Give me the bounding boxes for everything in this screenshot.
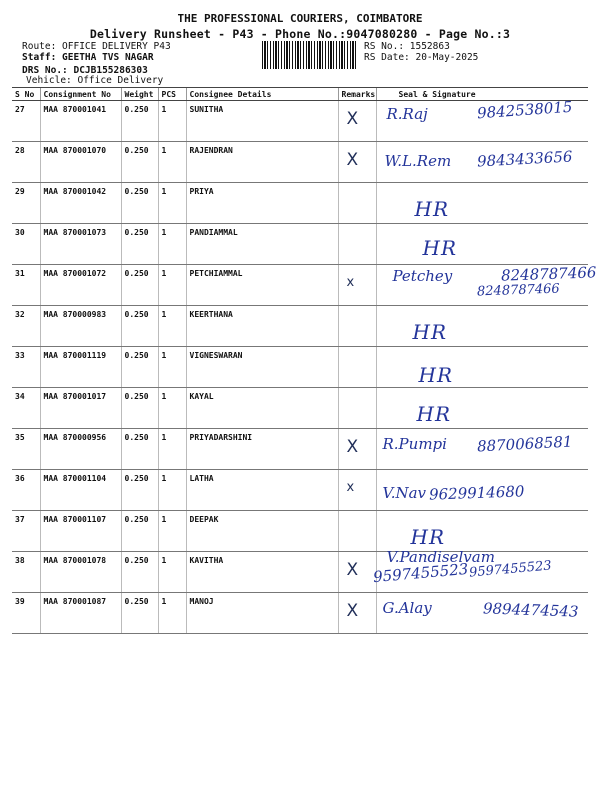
- sno-cell: 33: [12, 347, 40, 388]
- pcs-cell: 1: [158, 470, 186, 511]
- signature-name: V.Nav: [382, 484, 427, 502]
- remarks-cell: [338, 101, 376, 142]
- consignee-cell: MANOJ: [186, 593, 338, 634]
- signature-cell: [376, 224, 588, 265]
- pcs-cell: 1: [158, 511, 186, 552]
- signature-cell: [376, 142, 588, 183]
- sno-cell: 34: [12, 388, 40, 429]
- sno-cell: 28: [12, 142, 40, 183]
- signature-phone: 8248787466: [500, 263, 597, 285]
- rs-number: RS No.: 1552863: [364, 41, 450, 52]
- remarks-cell: [338, 265, 376, 306]
- consignee-cell: LATHA: [186, 470, 338, 511]
- consignee-cell: PANDIAMMAL: [186, 224, 338, 265]
- consignment-cell: MAA 870001072: [40, 265, 121, 306]
- sno-cell: 31: [12, 265, 40, 306]
- signature-name: HR: [412, 320, 447, 344]
- remarks-mark: X: [346, 560, 359, 580]
- weight-cell: 0.250: [121, 265, 158, 306]
- pcs-cell: 1: [158, 224, 186, 265]
- remarks-mark: X: [346, 150, 359, 170]
- consignee-cell: PETCHIAMMAL: [186, 265, 338, 306]
- table-row: [12, 511, 588, 552]
- weight-cell: 0.250: [121, 388, 158, 429]
- table-row: [12, 470, 588, 511]
- weight-cell: 0.250: [121, 224, 158, 265]
- table-row: [12, 224, 588, 265]
- remarks-mark: x: [346, 480, 355, 495]
- consignee-cell: PRIYA: [186, 183, 338, 224]
- signature-name: V.Pandiselvam: [386, 548, 495, 566]
- sno-cell: 29: [12, 183, 40, 224]
- weight-cell: 0.250: [121, 470, 158, 511]
- table-row: [12, 347, 588, 388]
- table-row: [12, 429, 588, 470]
- table-row: [12, 183, 588, 224]
- weight-cell: 0.250: [121, 183, 158, 224]
- signature-cell: [371, 548, 588, 593]
- route-label: Route: OFFICE DELIVERY P43: [22, 41, 171, 52]
- signature-cell: [376, 511, 588, 552]
- drs-label: DRS No.: DCJB155286303: [22, 65, 148, 76]
- weight-cell: 0.250: [121, 429, 158, 470]
- signature-name: HR: [416, 402, 451, 426]
- weight-cell: 0.250: [121, 593, 158, 634]
- consignment-cell: MAA 870001073: [40, 224, 121, 265]
- col-consignee: Consignee Details: [186, 88, 338, 101]
- pcs-cell: 1: [158, 347, 186, 388]
- col-remarks: Remarks: [338, 88, 376, 101]
- pcs-cell: 1: [158, 183, 186, 224]
- consignee-cell: SUNITHA: [186, 101, 338, 142]
- remarks-cell: [338, 552, 376, 593]
- col-signature: Seal & Signature: [376, 88, 588, 101]
- remarks-mark: X: [346, 437, 359, 457]
- signature-cell: [376, 388, 588, 429]
- consignment-cell: MAA 870001107: [40, 511, 121, 552]
- signature-cell: [376, 470, 588, 511]
- consignment-cell: MAA 870001104: [40, 470, 121, 511]
- signature-name: HR: [414, 197, 449, 221]
- vehicle-label: Vehicle: Office Delivery: [26, 75, 164, 86]
- remarks-mark: x: [346, 275, 355, 290]
- pcs-cell: 1: [158, 265, 186, 306]
- consignee-cell: KEERTHANA: [186, 306, 338, 347]
- weight-cell: 0.250: [121, 142, 158, 183]
- signature-phone: 9629914680: [428, 482, 525, 504]
- signature-name: R.Pumpi: [382, 435, 447, 453]
- pcs-cell: 1: [158, 142, 186, 183]
- runsheet-table: [12, 87, 597, 634]
- consignment-cell: MAA 870000983: [40, 306, 121, 347]
- signature-name: HR: [410, 525, 445, 549]
- consignment-cell: MAA 870001078: [40, 552, 121, 593]
- pcs-cell: 1: [158, 593, 186, 634]
- remarks-cell: [338, 183, 376, 224]
- signature-name: R.Raj: [386, 105, 428, 123]
- consignment-cell: MAA 870001070: [40, 142, 121, 183]
- sno-cell: 37: [12, 511, 40, 552]
- remarks-cell: [338, 306, 376, 347]
- table-row: [12, 306, 588, 347]
- col-sno: S No: [12, 88, 40, 101]
- weight-cell: 0.250: [121, 101, 158, 142]
- weight-cell: 0.250: [121, 552, 158, 593]
- signature-cell: [376, 306, 588, 347]
- weight-cell: 0.250: [121, 511, 158, 552]
- signature-phone-secondary: 8248787466: [476, 281, 560, 300]
- sno-cell: 32: [12, 306, 40, 347]
- table-row: [12, 101, 588, 142]
- signature-name: W.L.Rem: [384, 152, 452, 170]
- signature-phone: 9843433656: [476, 147, 573, 171]
- remarks-mark: X: [346, 109, 359, 129]
- consignment-cell: MAA 870000956: [40, 429, 121, 470]
- remarks-cell: [338, 224, 376, 265]
- table-row: [12, 142, 588, 183]
- runsheet-title: Delivery Runsheet - P43 - Phone No.:9047080280 - Page No.:3: [89, 27, 511, 41]
- table-row: [12, 552, 588, 593]
- pcs-cell: 1: [158, 101, 186, 142]
- col-pcs: PCS: [158, 88, 186, 101]
- pcs-cell: 1: [158, 429, 186, 470]
- signature-phone: 9842538015: [475, 97, 573, 123]
- signature-phone: 9894474543: [482, 599, 579, 621]
- barcode: [262, 41, 358, 69]
- remarks-cell: [338, 142, 376, 183]
- signature-name: HR: [418, 363, 453, 387]
- col-weight: Weight: [121, 88, 158, 101]
- weight-cell: 0.250: [121, 306, 158, 347]
- remarks-cell: [338, 511, 376, 552]
- remarks-cell: [338, 470, 376, 511]
- signature-cell: [376, 593, 588, 634]
- consignee-cell: KAVITHA: [186, 552, 338, 593]
- remarks-cell: [338, 388, 376, 429]
- consignee-cell: RAJENDRAN: [186, 142, 338, 183]
- sno-cell: 36: [12, 470, 40, 511]
- sno-cell: 39: [12, 593, 40, 634]
- remarks-cell: [338, 429, 376, 470]
- staff-label: Staff: GEETHA TVS NAGAR: [22, 52, 154, 63]
- consignment-cell: MAA 870001041: [40, 101, 121, 142]
- signature-cell: [376, 263, 597, 306]
- table-header-row: [12, 88, 588, 101]
- consignee-cell: DEEPAK: [186, 511, 338, 552]
- signature-cell: [376, 183, 588, 224]
- signature-cell: [376, 347, 588, 388]
- pcs-cell: 1: [158, 306, 186, 347]
- weight-cell: 0.250: [121, 347, 158, 388]
- signature-phone: 9597455523: [371, 559, 469, 587]
- rs-date: RS Date: 20-May-2025: [364, 52, 479, 63]
- consignee-cell: VIGNESWARAN: [186, 347, 338, 388]
- sno-cell: 38: [12, 552, 40, 593]
- table-row: [12, 593, 588, 634]
- consignment-cell: MAA 870001017: [40, 388, 121, 429]
- signature-phone-secondary: 9597455523: [468, 558, 552, 581]
- signature-cell: [376, 97, 588, 142]
- remarks-mark: X: [346, 601, 359, 621]
- sno-cell: 27: [12, 101, 40, 142]
- consignment-cell: MAA 870001087: [40, 593, 121, 634]
- signature-name: Petchey: [392, 267, 453, 285]
- remarks-cell: [338, 347, 376, 388]
- consignee-cell: PRIYADARSHINI: [186, 429, 338, 470]
- consignment-cell: MAA 870001042: [40, 183, 121, 224]
- signature-name: HR: [422, 236, 457, 260]
- sno-cell: 35: [12, 429, 40, 470]
- pcs-cell: 1: [158, 388, 186, 429]
- sno-cell: 30: [12, 224, 40, 265]
- company-title: THE PROFESSIONAL COURIERS, COIMBATORE: [177, 12, 423, 25]
- remarks-cell: [338, 593, 376, 634]
- pcs-cell: 1: [158, 552, 186, 593]
- table-row: [12, 388, 588, 429]
- col-consignment: Consignment No: [40, 88, 121, 101]
- signature-cell: [376, 429, 588, 470]
- table-row: [12, 265, 588, 306]
- signature-name: G.Alay: [382, 599, 432, 617]
- signature-phone: 8870068581: [476, 432, 573, 456]
- consignment-cell: MAA 870001119: [40, 347, 121, 388]
- consignee-cell: KAYAL: [186, 388, 338, 429]
